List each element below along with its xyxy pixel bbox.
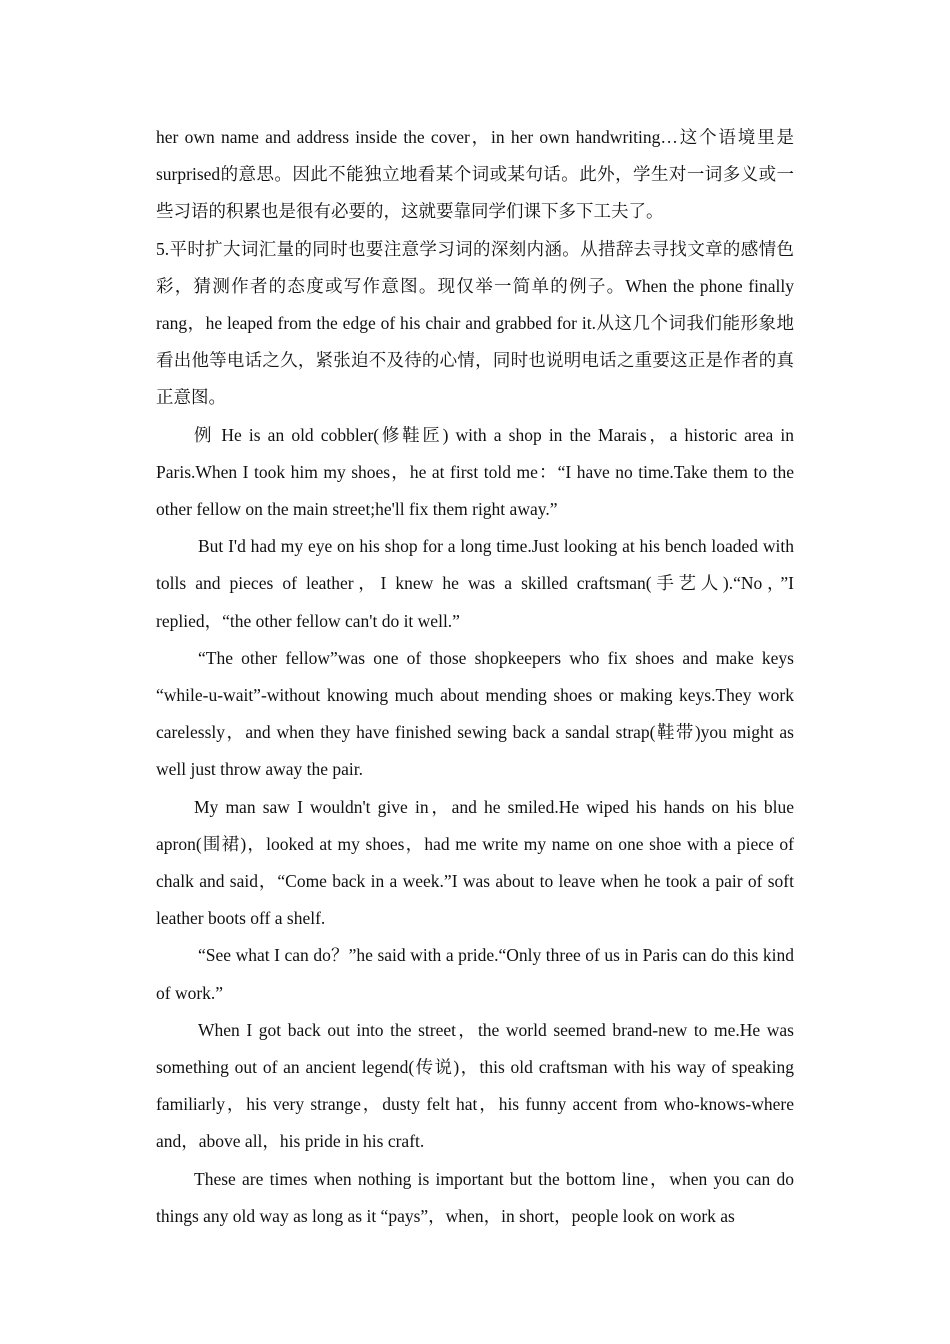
paragraph-passage-2: But I'd had my eye on his shop for a long time.Just looking at his bench loaded with tolls and pieces of leather，I knew he was a skilled craftsman(手艺人).“No，”I replied，“the other fellow can't do it well.” (156, 536, 794, 631)
paragraph-context-explanation: her own name and address inside the cover，in her own handwriting…这个语境里是surprised的意思。因此不能独立地看某个词或某句话。此外，学生对一词多义或一些习语的积累也是很有必要的，这就要靠同学们课下多下工夫了。 (156, 127, 794, 222)
document-page (156, 119, 794, 1235)
paragraph-passage-3: “The other fellow”was one of those shopkeepers who fix shoes and make keys “while-u-wait”-without knowing much about mending shoes or making keys.They work carelessly，and when they have finished sewing back a sandal strap(鞋带)you might as well just throw away the pair. (156, 647, 794, 780)
paragraph-example-intro: 例 He is an old cobbler(修鞋匠) with a shop in the Marais，a historic area in Paris.When I took him my shoes，he at first told me：“I have no time.Take them to the other fellow on the main street;he'll fix them right away.” (156, 424, 794, 520)
paragraph-passage-5: “See what I can do？”he said with a pride.“Only three of us in Paris can do this kind of work.” (156, 945, 794, 1003)
paragraph-passage-7: These are times when nothing is important but the bottom line，when you can do things any old way as long as it “pays”，when，in short，people look on work as (156, 1168, 794, 1226)
paragraph-tip-5: 5.平时扩大词汇量的同时也要注意学习词的深刻内涵。从措辞去寻找文章的感情色彩，猜测作者的态度或写作意图。现仅举一简单的例子。When the phone finally rang，he leaped from the edge of his chair and grabbed for it.从这几个词我们能形象地看出他等电话之久，紧张迫不及待的心情，同时也说明电话之重要这正是作者的真正意图。 (156, 238, 794, 408)
paragraph-passage-4: My man saw I wouldn't give in，and he smiled.He wiped his hands on his blue apron(围裙)，looked at my shoes，had me write my name on one shoe with a piece of chalk and said，“Come back in a week.”I was about to leave when he took a pair of soft leather boots off a shelf. (156, 796, 794, 929)
paragraph-passage-6: When I got back out into the street，the world seemed brand-new to me.He was something out of an ancient legend(传说)，this old craftsman with his way of speaking familiarly，his very strange，dusty felt hat，his funny accent from who-knows-where and，above all，his pride in his craft. (156, 1019, 794, 1152)
